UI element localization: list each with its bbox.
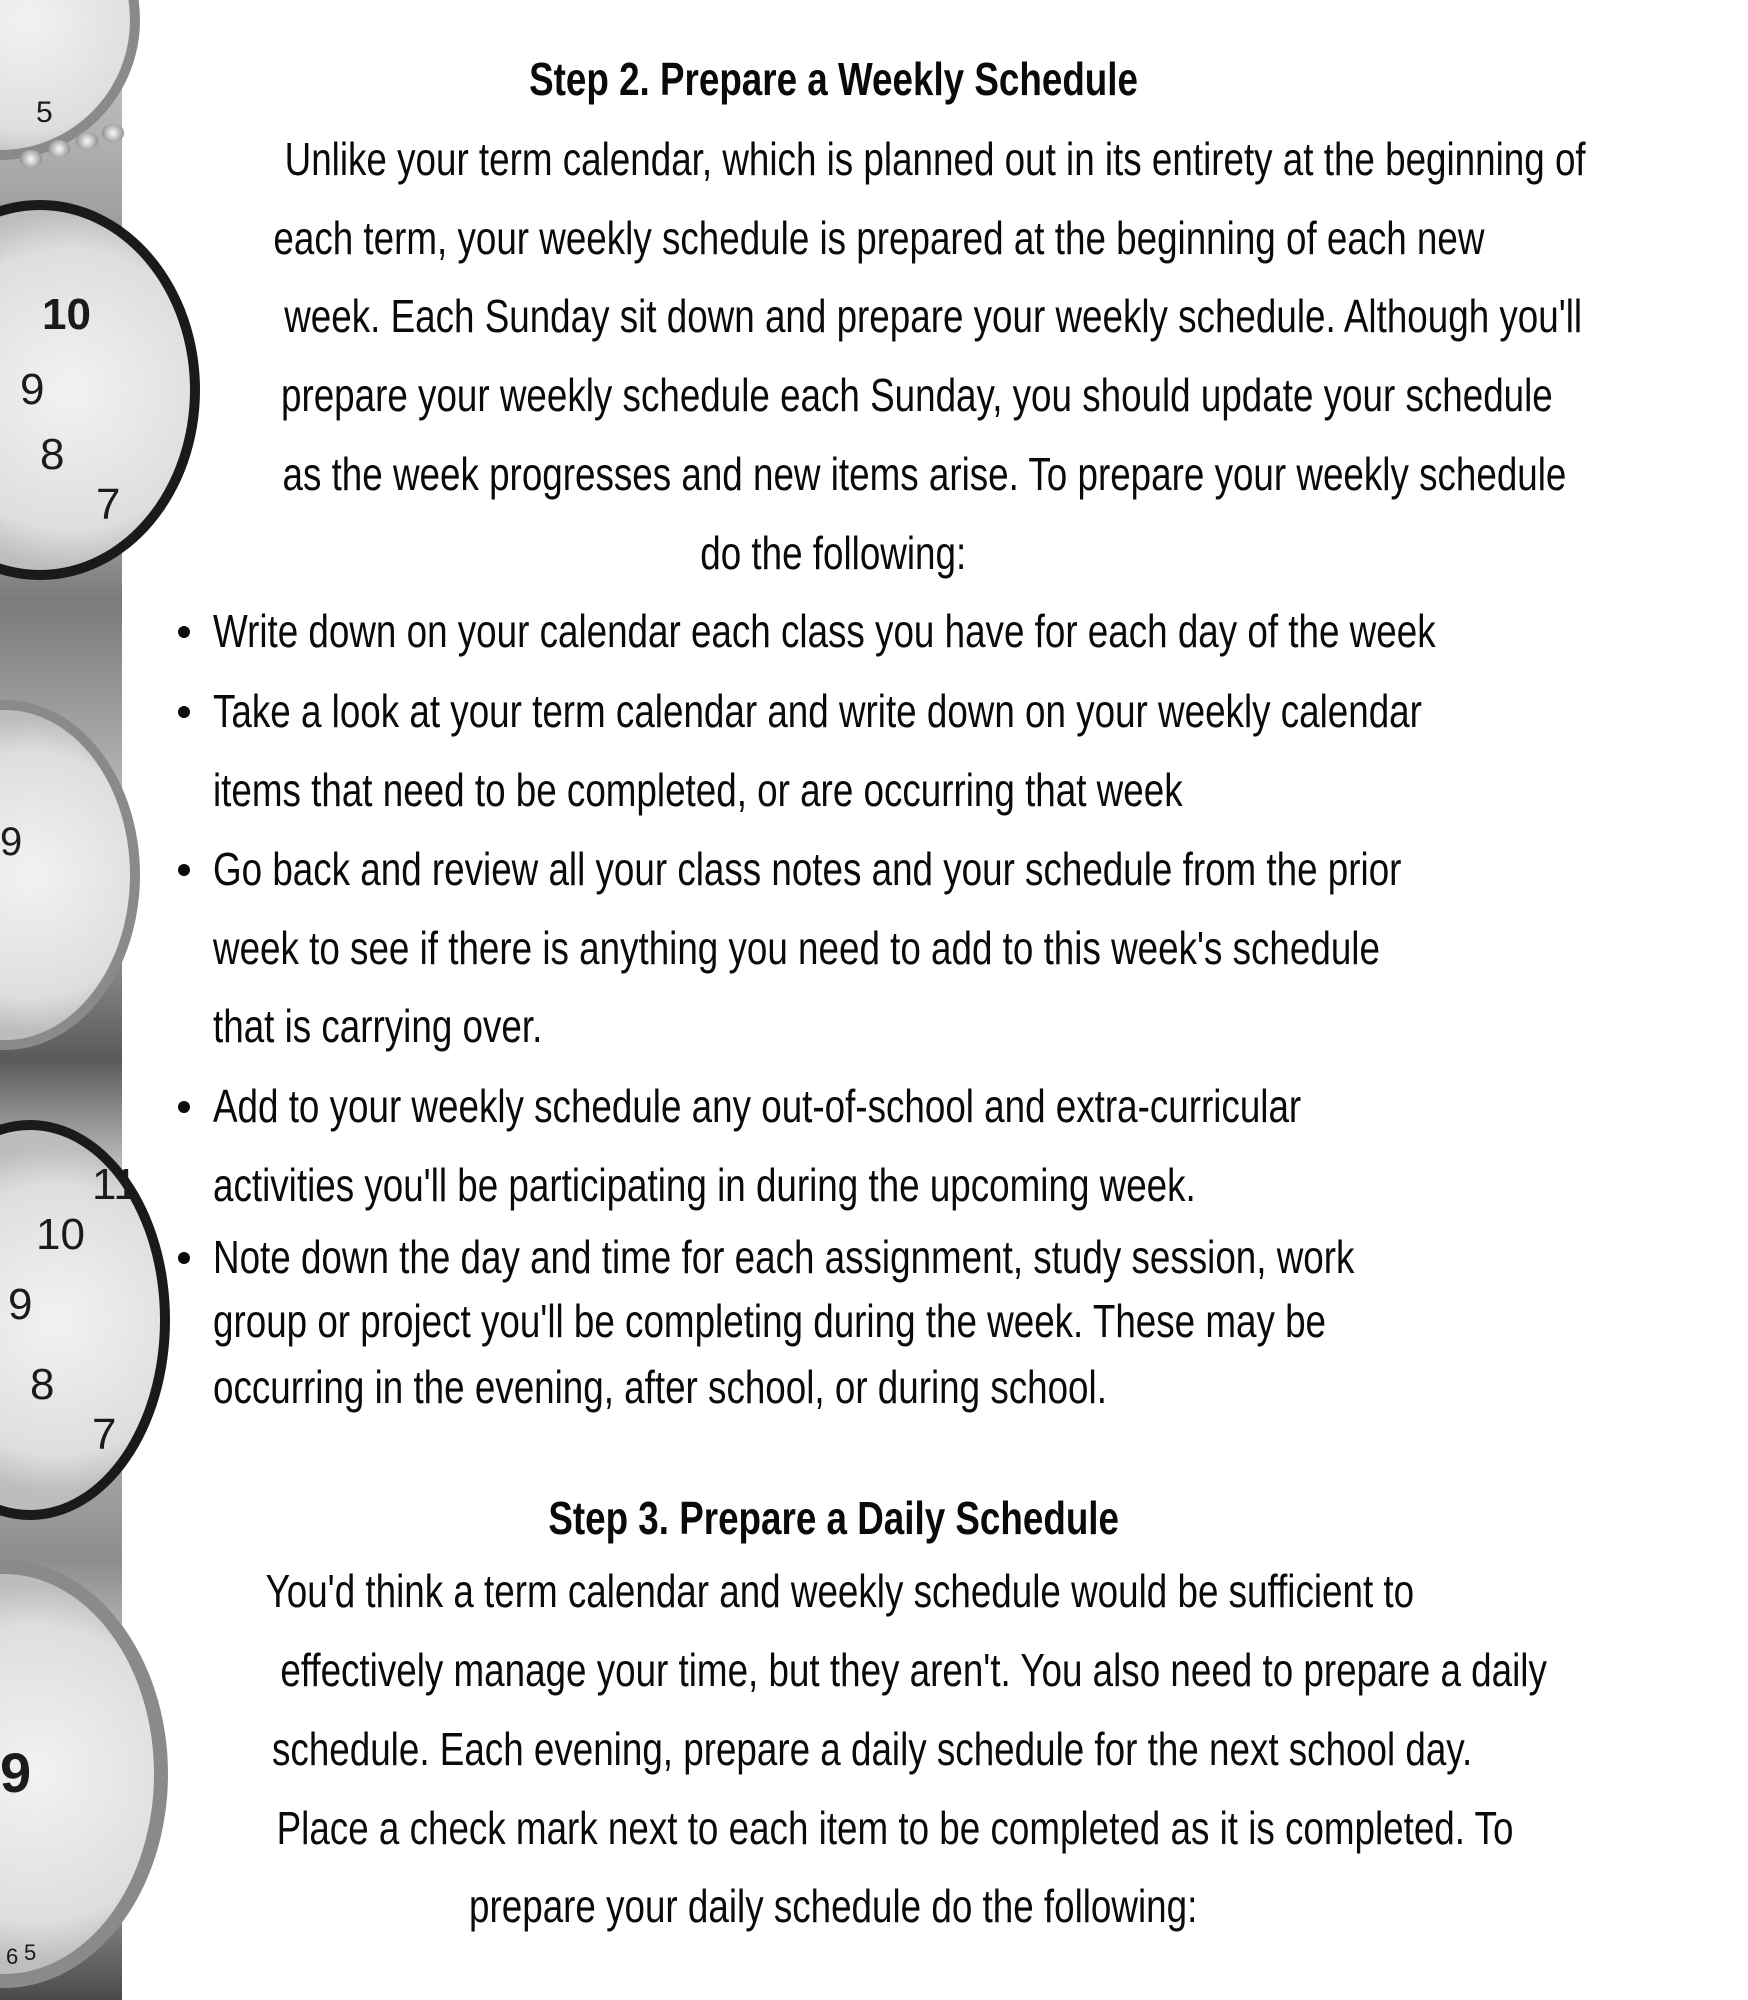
clock-face-image [0, 700, 140, 1050]
bullet-line-text: that is carrying over. [213, 1000, 543, 1052]
bullet-line-text: week to see if there is anything you need to add to this week's schedule [213, 922, 1380, 974]
clock-number: 6 [6, 1944, 19, 1969]
bullet-line-text: Take a look at your term calendar and write down on your weekly calendar [213, 685, 1422, 737]
paragraph-line-text: week. Each Sunday sit down and prepare your weekly schedule. Although you'll [284, 290, 1583, 342]
step2-heading [122, 53, 1545, 105]
clock-number: 9 [0, 820, 23, 864]
paragraph-line [122, 1565, 1545, 1617]
bullet-line-text: items that need to be completed, or are occurring that week [213, 764, 1183, 816]
paragraph-line-text: as the week progresses and new items arise. To prepare your weekly schedule [282, 448, 1567, 500]
bullet-line [213, 922, 1672, 974]
paragraph-line-text: prepare your weekly schedule each Sunday, you should update your schedule [280, 369, 1553, 421]
bullet-dot-icon [178, 626, 190, 638]
paragraph-line-text: Place a check mark next to each item to be completed as it is completed. To [276, 1802, 1514, 1854]
bullet-line [213, 1159, 1441, 1211]
clock-number: 10 [42, 290, 91, 339]
bullet-line-text: group or project you'll be completing during the week. These may be [213, 1295, 1327, 1347]
step3-heading [122, 1492, 1545, 1544]
clock-number: 9 [8, 1280, 33, 1329]
clock-number: 11 [92, 1160, 138, 1209]
clock-number: 9 [20, 365, 45, 414]
bullet-line-text: activities you'll be participating in during the upcoming week. [213, 1159, 1196, 1211]
clock-number: 10 [36, 1210, 85, 1259]
clock-number: 8 [30, 1360, 55, 1409]
bullet-line-text: Go back and review all your class notes and your schedule from the prior [213, 843, 1402, 895]
paragraph-line-text: schedule. Each evening, prepare a daily schedule for the next school day. [272, 1723, 1473, 1775]
bullet-dot-icon [178, 1101, 190, 1113]
paragraph-line-text: Unlike your term calendar, which is planned out in its entirety at the beginning of [284, 133, 1586, 185]
bullet-dot-icon [178, 1252, 190, 1264]
bullet-line [213, 605, 1741, 657]
paragraph-line-text: each term, your weekly schedule is prepared at the beginning of each new [273, 212, 1485, 264]
jewel-decoration [102, 124, 124, 142]
paragraph-line [122, 369, 1553, 421]
paragraph-line [122, 1802, 1545, 1854]
bullet-line-text: occurring in the evening, after school, or during school. [213, 1361, 1107, 1413]
paragraph-line [122, 212, 1545, 264]
bullet-line [213, 1231, 1640, 1283]
bullet-dot-icon [178, 864, 190, 876]
bullet-line [213, 843, 1699, 895]
bullet-dot-icon [178, 706, 190, 718]
paragraph-line-text: prepare your daily schedule do the following: [469, 1880, 1198, 1932]
bullet-line [213, 685, 1724, 737]
paragraph-line [122, 290, 1583, 342]
jewel-decoration [76, 132, 98, 150]
bullet-line [213, 1000, 625, 1052]
bullet-line [213, 764, 1425, 816]
clock-number: 8 [40, 430, 65, 479]
paragraph-line [122, 1723, 1545, 1775]
jewel-decoration [20, 150, 42, 168]
clock-number: 7 [96, 480, 121, 529]
jewel-decoration [48, 140, 70, 158]
paragraph-line [122, 527, 1545, 579]
clock-number: 5 [24, 1940, 37, 1965]
clock-photo-strip [0, 0, 138, 2000]
step3-heading-text: Step 3. Prepare a Daily Schedule [548, 1492, 1119, 1544]
paragraph-line [122, 133, 1586, 185]
paragraph-line-text: effectively manage your time, but they aren't. You also need to prepare a daily [280, 1644, 1547, 1696]
clock-number: 5 [36, 96, 53, 129]
step2-heading-text: Step 2. Prepare a Weekly Schedule [529, 53, 1138, 105]
bullet-line-text: Write down on your calendar each class you have for each day of the week [213, 605, 1436, 657]
paragraph-line-text: You'd think a term calendar and weekly schedule would be sufficient to [265, 1565, 1415, 1617]
paragraph-line [122, 1644, 1547, 1696]
clock-number: 7 [92, 1410, 117, 1459]
clock-number: 9 [0, 1741, 32, 1804]
bullet-line-text: Add to your weekly schedule any out-of-school and extra-curricular [213, 1080, 1302, 1132]
paragraph-line-text: do the following: [700, 527, 967, 579]
bullet-line [213, 1080, 1573, 1132]
bullet-line-text: Note down the day and time for each assignment, study session, work [213, 1231, 1355, 1283]
bullet-line [213, 1361, 1330, 1413]
paragraph-line [122, 448, 1567, 500]
paragraph-line [122, 1880, 1545, 1932]
bullet-line [213, 1295, 1604, 1347]
